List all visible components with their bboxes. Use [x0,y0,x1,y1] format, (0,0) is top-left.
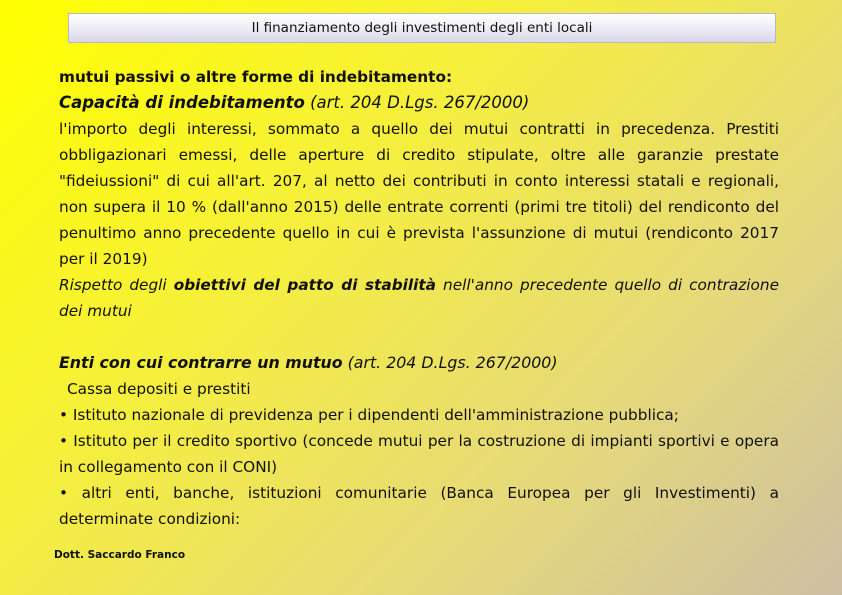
section1-heading [59,90,779,116]
section1-paragraph: l'importo degli interessi, sommato a quello dei mutui contratti in precedenza. Prestiti obbligazionari emessi, delle aperture di credito stipulate, oltre alle garanzie prestate "fideiussioni" di cui all'art. 207, al netto dei contributi in conto interessi statali e regionali, non supera il 10 % (dall'anno 2015) delle entrate correnti (primi tre titoli) del rendiconto del penultimo anno precedente quello in cui è prevista l'assunzione di mutui (rendiconto 2017 per il 2019) [59,120,779,268]
lender-item: • Istituto nazionale di previdenza per i dipendenti dell'amministrazione pubblica; [59,406,679,424]
section1-lead: mutui passivi o altre forme di indebitamento: [59,68,453,86]
section1-heading-reference: (art. 204 D.Lgs. 267/2000) [304,93,530,112]
section1-heading-title: Capacità di indebitamento [59,93,305,112]
section2-heading-reference: (art. 204 D.Lgs. 267/2000) [342,353,558,372]
stability-bold: obiettivi del patto di stabilità [173,276,437,294]
footer-author: Dott. Saccardo Franco [54,549,186,561]
section2-heading [59,350,779,376]
section1-stability-note [59,272,779,324]
lender-item: Cassa depositi e prestiti [67,380,251,398]
slide-content [59,64,779,532]
slide-title: Il finanziamento degli investimenti degli enti locali [251,20,593,36]
section2-heading-title: Enti con cui contrarre un mutuo [59,353,343,372]
slide-title-bar [68,13,776,43]
lender-item: • Istituto per il credito sportivo (concede mutui per la costruzione di impianti sportivi e opera in collegamento con il CONI) [59,432,779,476]
stability-pre: Rispetto degli [59,276,174,294]
lender-item: • altri enti, banche, istituzioni comunitarie (Banca Europea per gli Investimenti) a determinate condizioni: [59,484,779,528]
stability-post: nell'anno precedente quello di contrazione dei mutui [59,276,779,320]
spacer [59,324,779,350]
